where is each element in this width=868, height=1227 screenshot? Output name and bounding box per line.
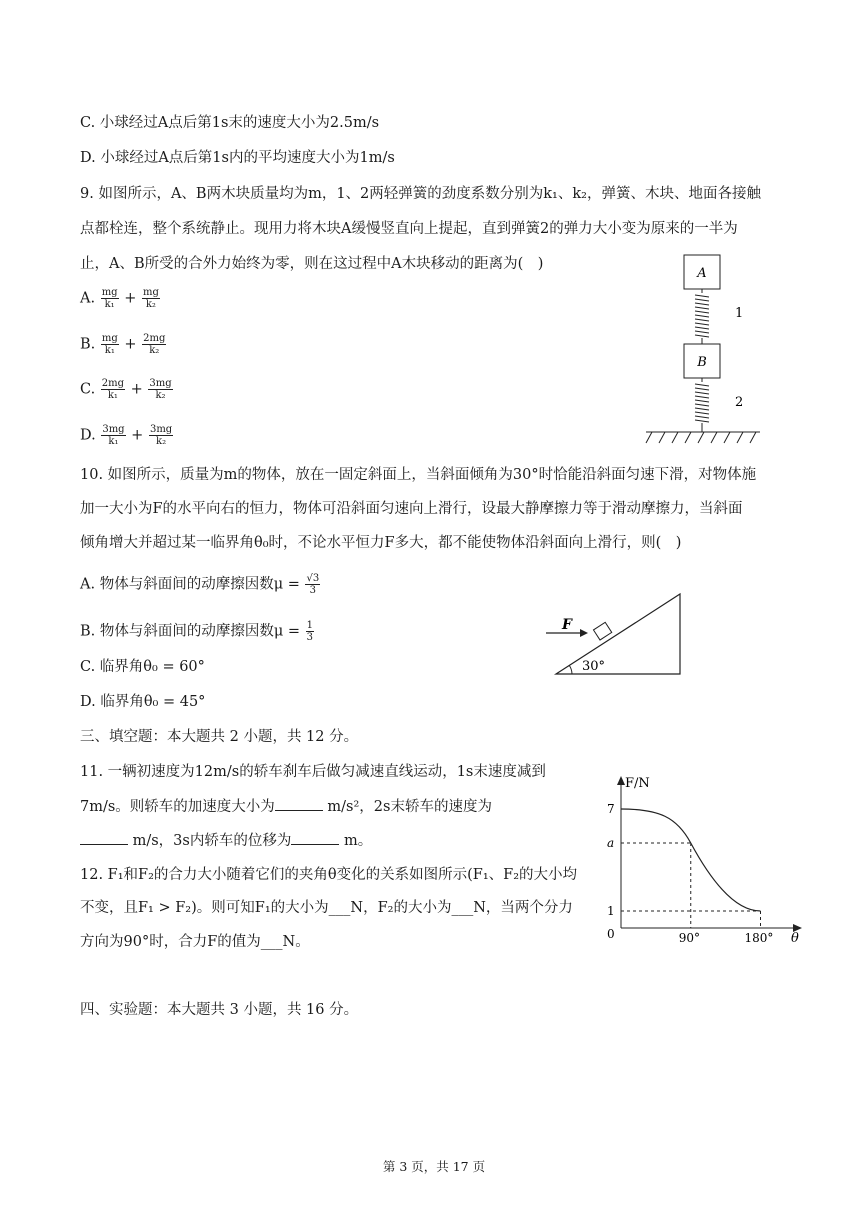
q10-option-b: B. 物体与斜面间的动摩擦因数μ = $\frac{1}{3}$ bbox=[80, 620, 314, 643]
q11-line3: m/s，3s内轿车的位移为 m。 bbox=[80, 830, 372, 851]
block-a-label: A bbox=[697, 266, 707, 281]
q12-line2: 不变，且F₁ > F₂)。则可知F₁的大小为___N，F₂的大小为___N，当两个分力 bbox=[80, 900, 573, 916]
q9-option-b: B. $\frac{mg}{\text{k₁}}$ + $\frac{2mg}{\text{k₂}}$ bbox=[80, 333, 166, 356]
q9-stem-line3: 止，A、B所受的合外力始终为零，则在这过程中A木块移动的距离为( ) bbox=[80, 256, 544, 272]
force-angle-graph bbox=[595, 772, 810, 947]
q8-option-c: C. 小球经过A点后第1s末的速度大小为2.5m/s bbox=[80, 115, 380, 131]
y-axis-arrow bbox=[617, 776, 625, 785]
incline bbox=[556, 594, 680, 674]
y-tick-1: 1 bbox=[607, 904, 615, 918]
section-4-heading: 四、实验题：本大题共 3 小题，共 16 分。 bbox=[80, 1002, 359, 1018]
spring-1-label: 1 bbox=[735, 306, 744, 321]
q10-option-a: A. 物体与斜面间的动摩擦因数μ = $\frac{√3}{3}$ bbox=[80, 573, 320, 596]
q10-option-c: C. 临界角θ₀ = 60° bbox=[80, 659, 205, 675]
force-label: F bbox=[562, 617, 572, 633]
origin-label: 0 bbox=[607, 927, 615, 941]
force-arrow-head bbox=[580, 629, 588, 637]
blank-acceleration[interactable] bbox=[275, 796, 323, 811]
q9-option-c: C. $\frac{2mg}{\text{k₁}}$ + $\frac{3mg}{\text{k₂}}$ bbox=[80, 378, 172, 401]
series-line bbox=[621, 809, 761, 911]
q9-spring-figure bbox=[640, 250, 770, 450]
block-b-label: B bbox=[697, 355, 707, 370]
section-3-heading: 三、填空题：本大题共 2 小题，共 12 分。 bbox=[80, 729, 359, 745]
page-footer: 第 3 页，共 17 页 bbox=[382, 1159, 486, 1174]
q9-stem-line1: 9. 如图所示，A、B两木块质量均为m，1、2两轻弹簧的劲度系数分别为k₁、k₂，弹簧、木块、地面各接触 bbox=[80, 186, 761, 202]
q10-stem-line1: 10. 如图所示，质量为m的物体，放在一固定斜面上，当斜面倾角为30°时恰能沿斜面匀速下滑，对物体施 bbox=[80, 467, 757, 483]
q9-option-a: A. $\frac{mg}{\text{k₁}}$ + $\frac{mg}{\text{k₂}}$ bbox=[80, 287, 159, 310]
y-tick-a: a bbox=[607, 836, 615, 850]
object-block bbox=[593, 622, 611, 640]
q9-stem-line2: 点都栓连，整个系统静止。现用力将木块A缓慢竖直向上提起，直到弹簧2的弹力大小变为原来的一半为 bbox=[80, 221, 738, 237]
ground-hatching bbox=[646, 432, 756, 443]
angle-label: 30° bbox=[582, 659, 606, 674]
x-tick-90: 90° bbox=[678, 931, 701, 945]
blank-displacement[interactable] bbox=[291, 830, 339, 845]
q11-line2: 7m/s。则轿车的加速度大小为 m/s²，2s末轿车的速度为 bbox=[80, 796, 492, 817]
q10-option-d: D. 临界角θ₀ = 45° bbox=[80, 694, 206, 710]
y-tick-7: 7 bbox=[607, 802, 615, 816]
y-axis-label: F/N bbox=[625, 776, 650, 791]
q11-line1: 11. 一辆初速度为12m/s的轿车刹车后做匀减速直线运动，1s末速度减到 bbox=[80, 764, 546, 780]
q12-line1: 12. F₁和F₂的合力大小随着它们的夹角θ变化的关系如图所示(F₁、F₂的大小均 bbox=[80, 867, 578, 883]
q10-incline-figure bbox=[540, 588, 690, 680]
q12-line3: 方向为90°时，合力F的值为___N。 bbox=[80, 934, 310, 950]
blank-velocity[interactable] bbox=[80, 830, 128, 845]
spring-1 bbox=[695, 289, 709, 344]
q10-stem-line3: 倾角增大并超过某一临界角θ₀时，不论水平恒力F多大，都不能使物体沿斜面向上滑行，则( ) bbox=[80, 535, 682, 551]
q9-option-d: D. $\frac{3mg}{\text{k₁}}$ + $\frac{3mg}{\text{k₂}}$ bbox=[80, 424, 173, 447]
q10-stem-line2: 加一大小为F的水平向右的恒力，物体可沿斜面匀速向上滑行，设最大静摩擦力等于滑动摩擦力，当斜面 bbox=[80, 501, 743, 517]
q8-option-d: D. 小球经过A点后第1s内的平均速度大小为1m/s bbox=[80, 150, 395, 166]
spring-2-label: 2 bbox=[735, 395, 744, 410]
x-tick-180: 180° bbox=[744, 931, 774, 945]
spring-2 bbox=[695, 378, 709, 432]
x-axis-label: θ bbox=[791, 931, 799, 946]
